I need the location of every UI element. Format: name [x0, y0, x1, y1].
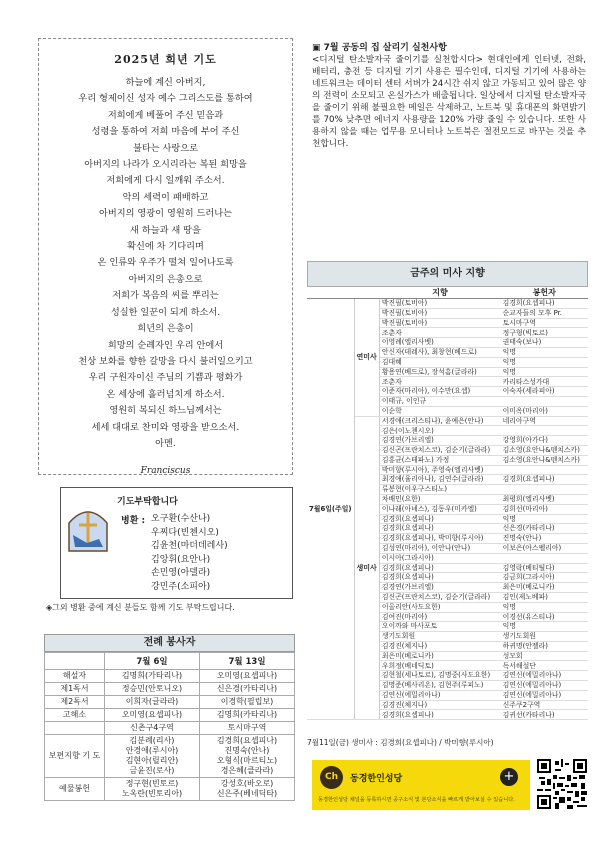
intention-name: 서경애(크리스티나), 윤예은(안나): [379, 416, 500, 426]
table-row: [45, 778, 295, 801]
qr-code-icon[interactable]: [537, 759, 587, 809]
offerer-name: 김귀선(카타리나): [501, 710, 588, 720]
prayer-line: 우리 형제이신 성자 예수 그리스도를 통하여: [78, 93, 253, 105]
servers-header-row: [45, 653, 295, 670]
intention-name: 김경연(가브리엘): [379, 436, 500, 446]
intention-name: 이준자(마리아), 이수만(요셉): [379, 387, 500, 397]
role-label: 보편지향 기 도: [45, 735, 105, 778]
prayer-line: 저희에게 베풀어 주신 믿음과: [107, 109, 224, 121]
offerer-name: 익명: [501, 367, 588, 377]
offerer-name: 강영희(아가다): [501, 436, 588, 446]
sick-names: [151, 513, 228, 595]
intention-name: 김홍균(스테파노) 가정: [379, 455, 500, 465]
intention-name: 류봉현(이우구스티노): [379, 485, 500, 495]
prayer-line: 확신에 차 기다리며: [127, 241, 204, 253]
role-label: 제2독서: [45, 696, 105, 709]
intention-name: 박진필(토비아): [379, 318, 500, 328]
offerer-name: 이미옥(마리아): [501, 406, 588, 416]
prayer-title: 2025년 희년 기도: [114, 53, 217, 66]
offerer-name: 독서해설단: [501, 661, 588, 671]
prayer-line: 우리 구원자이신 주님의 기쁨과 평화가: [88, 372, 243, 384]
intention-name: 김명준(베사리온), 김현주(루피노): [379, 681, 500, 691]
offerer-name: 익명: [501, 347, 588, 357]
role-label: 제1독서: [45, 683, 105, 696]
intention-name: 황용연(베드로), 장석흠(글라라): [379, 367, 500, 377]
intention-name: 우희정(베네딕토): [379, 661, 500, 671]
offerer-name: 토시마구역: [501, 318, 588, 328]
prayer-lines: [45, 75, 286, 452]
intention-name: 오이까와 마사포토: [379, 622, 500, 632]
intention-name: 김경희(요셉피나): [379, 524, 500, 534]
illness-label: 병환 :: [121, 516, 146, 526]
prayer-line: 아멘.: [155, 437, 176, 449]
offerer-name: 김연신(에밀리아나): [501, 671, 588, 681]
mass-header: 봉헌자: [501, 287, 588, 299]
requiem-mass-label: 연미사: [354, 299, 379, 417]
intention-name: 이시아(그라시아): [379, 553, 500, 563]
sick-name: 김윤천(마더데레사): [151, 541, 228, 552]
offerer-name: 네리아구역: [501, 416, 588, 426]
intention-name: 김경희(요셉피나): [379, 573, 500, 583]
sick-name: 우찌다(빈첸시오): [151, 527, 219, 538]
prayer-line: 세세 대대로 찬미와 영광을 받으소서.: [91, 421, 240, 433]
prayer-line: 저희에게 다시 일깨워 주소서.: [106, 175, 225, 187]
kakao-channel-banner[interactable]: [312, 760, 530, 810]
servers-header: 7월 6일: [105, 653, 200, 670]
server-group: 신촌구4구역: [105, 722, 200, 735]
offerer-name: [501, 553, 588, 563]
offerer-name: 이경선(유스티나): [501, 612, 588, 622]
server-name: 이경학(필립보): [200, 696, 295, 709]
servers-header: [45, 653, 105, 670]
channel-name: 동경한인성당: [350, 774, 403, 784]
offerer-name: 이보은(아스펠리아): [501, 543, 588, 553]
role-label: 예물봉헌: [45, 778, 105, 801]
prayer-line: 성실한 일꾼이 되게 하소서.: [110, 306, 221, 318]
offerer-name: 카리타스성가대: [501, 377, 588, 387]
offerer-name: 김경희(요셉피나): [501, 299, 588, 309]
table-row: [45, 722, 295, 735]
add-channel-button[interactable]: +: [500, 768, 518, 786]
table-row: [45, 670, 295, 683]
server-names: 김분례(리사) 안경애(루시아) 김현아(릴리안) 금윤진(로사): [105, 735, 200, 778]
intention-name: 안신자(데레사), 최창현(베드로): [379, 347, 500, 357]
server-name: 신은경(카타리나): [200, 683, 295, 696]
offerer-name: 김연신(에밀리아나): [501, 681, 588, 691]
server-names: 김경희(요셉피나) 진명숙(안나) 오형식(마르티노) 경은혜(클라라): [200, 735, 295, 778]
offerer-name: 김희선(마리아): [501, 504, 588, 514]
intention-name: 김경희(요셉피나): [379, 563, 500, 573]
prayer-line: 영원히 복되신 하느님께서는: [109, 405, 222, 417]
role-label: 고해소: [45, 709, 105, 722]
prayer-line: 아버지의 은총으로: [128, 273, 203, 285]
offerer-name: 신주쿠2구역: [501, 700, 588, 710]
prayer-line: 천상 보화를 향한 갈망을 다시 불러일으키고: [78, 355, 253, 367]
channel-description: 동경한인성당 채널을 등록하시면 공구소식 및 본당소식을 빠르게 받아보실 수 있습니다.: [318, 797, 515, 803]
intention-name: 이태규, 이인규: [379, 396, 500, 406]
intention-name: 이순학: [379, 406, 500, 416]
table-row: [45, 696, 295, 709]
pope-signature: Franciscus: [140, 466, 191, 477]
server-names: 강성호(바오로) 신은주(베네딕타): [200, 778, 295, 801]
prayer-line: 불타는 사랑으로: [132, 142, 199, 154]
offerer-name: 신은경(카타리나): [501, 524, 588, 534]
intention-name: 최은미(베로니카): [379, 651, 500, 661]
intention-name: 이나래(아녜스), 김동우(미카엘): [379, 504, 500, 514]
intention-name: 김현철(세나토르), 김명중(사도요한): [379, 671, 500, 681]
intention-name: 김경희(요셉피나): [379, 710, 500, 720]
sick-name: 오구환(수산나): [151, 514, 211, 524]
offerer-name: 이숙자(세라피아): [501, 387, 588, 397]
prayer-line: 온 인류와 우주가 떨쳐 일어나도록: [97, 257, 234, 269]
offerer-name: [501, 426, 588, 436]
intention-name: 조춘자: [379, 377, 500, 387]
offerer-name: 최은미(베로니카): [501, 583, 588, 593]
offerer-name: 김소영(요안나&뗀치스카): [501, 445, 588, 455]
blank-header: [307, 287, 379, 299]
servers-table: [44, 652, 295, 801]
prayer-line: 새 하늘과 새 땅을: [130, 224, 201, 236]
offerer-name: 익명: [501, 357, 588, 367]
intention-name: 이영례(엘리사벳): [379, 338, 500, 348]
intention-name: 김경진(체지나): [379, 700, 500, 710]
jubilee-prayer-box: [38, 38, 293, 475]
intention-name: 김연신(에밀리아나): [379, 690, 500, 700]
server-name: 김명희(가타리나): [105, 670, 200, 683]
server-name: 정승민(안토니오): [105, 683, 200, 696]
prayer-line: 희망의 순례자인 우리 안에서: [107, 339, 224, 351]
offerer-name: 순교자들의 모후 Pr.: [501, 308, 588, 318]
offerer-name: 김영락(베티틸다): [501, 563, 588, 573]
offerer-name: 익명: [501, 514, 588, 524]
intention-name: 김신곤(프란치스코), 김순기(글라라): [379, 592, 500, 602]
environment-heading: ▣ 7월 공동의 집 살리기 실천사항: [312, 43, 447, 53]
living-mass-label: 생미사: [354, 416, 379, 720]
intention-name: 김신곤(프란치스코), 김순기(글라라): [379, 445, 500, 455]
mass-intentions-table: [307, 287, 588, 720]
table-row: [45, 683, 295, 696]
prayer-line: 저희가 복음의 씨를 뿌리는: [112, 290, 219, 302]
environment-body: <디지털 탄소발자국 줄이기를 실천합시다> 현대인에게 인터넷, 전화, 배터리, 충전 등 디지털 기기 사용은 필수인데, 디지털 기기에 사용하는 네트워크는 데이터 센터 서버가 24시간 쉬지 않고 가동되고 있어 많은 양의 전력이 소모되고 온실가스가 배출됩니다. 일상에서 디지털 탄소발자국을 줄이기 위해 불필요한 메일은 삭제하고, 노트북 및 휴대폰의 화면밝기를 70% 낮추면 에너지 사용량을 120% 가량 줄일 수 있습니다. 또한 사용하지 않을 때는 업무용 모니터나 노트북은 절전모드로 바꾸는 것을 추천합니다.: [312, 55, 586, 149]
role-label: [45, 722, 105, 735]
sick-name: 김앙휘(요안나): [151, 554, 211, 565]
intention-name: 김은(이노첸시오): [379, 426, 500, 436]
request-list: [121, 513, 228, 595]
channel-logo: Ch: [320, 766, 343, 789]
offerer-name: 성모회: [501, 651, 588, 661]
offerer-name: 진명숙(안나): [501, 534, 588, 544]
servers-title: 전례 봉사자: [44, 634, 295, 652]
offerer-name: 익명: [501, 602, 588, 612]
mass-intentions-title: 금주의 미사 지향: [307, 261, 588, 287]
table-row: [45, 735, 295, 778]
offerer-name: [501, 485, 588, 495]
offerer-name: 하귀명(안젤라): [501, 641, 588, 651]
offerer-name: 김경희(요셉피나): [501, 475, 588, 485]
server-name: 이희자(글라라): [105, 696, 200, 709]
intention-name: 김경희(요셉피나), 박미향(루시아): [379, 534, 500, 544]
intention-name: 김대혜: [379, 357, 500, 367]
intention-name: 박진필(토비아): [379, 299, 500, 309]
stained-glass-icon: [67, 505, 109, 553]
request-note: ◈그외 병환 중에 계신 분들도 함께 기도 부탁드립니다.: [46, 603, 235, 612]
intention-name: 박진필(토비아): [379, 308, 500, 318]
table-row: [307, 299, 588, 309]
intention-name: 김경연(가브리엘): [379, 583, 500, 593]
servers-header: 7월 13일: [200, 653, 295, 670]
prayer-request-box: [60, 487, 293, 599]
offerer-name: 김금희(그라시아): [501, 573, 588, 583]
offerer-name: 익명: [501, 622, 588, 632]
prayer-line: 악의 세력이 패배하고: [122, 191, 209, 203]
sick-name: 손민영(아델라): [151, 568, 211, 579]
prayer-line: 아버지의 나라가 오시리라는 복된 희망을: [84, 159, 247, 171]
table-row: [45, 709, 295, 722]
offerer-name: [501, 465, 588, 475]
intention-name: 박미향(루시아), 주영숙(엘리사벳): [379, 465, 500, 475]
offerer-name: 권태숙(보나): [501, 338, 588, 348]
intention-name: 김경진(체지나): [379, 641, 500, 651]
prayer-line: 하늘에 계신 아버지,: [125, 77, 206, 88]
mass-header-row: [307, 287, 588, 299]
intention-name: 김성연(마리아), 이안나(안나): [379, 543, 500, 553]
mass-date-label: 7월6일(주일): [307, 299, 354, 720]
intention-name: 김경희(요셉피나): [379, 514, 500, 524]
role-label: 해설자: [45, 670, 105, 683]
offerer-name: 김인(제노베파): [501, 592, 588, 602]
offerer-name: [501, 396, 588, 406]
prayer-line: 아버지의 영광이 영원히 드러나는: [98, 208, 232, 220]
offerer-name: 김연신(에밀리아나): [501, 690, 588, 700]
offerer-name: 생기도회원: [501, 632, 588, 642]
prayer-line: 성령을 통하여 저희 마음에 부어 주신: [91, 126, 240, 138]
intention-name: 김여진(마리아): [379, 612, 500, 622]
server-name: 김명희(카타리나): [200, 709, 295, 722]
intention-name: 이올리안(사도요한): [379, 602, 500, 612]
mass-header: 지향: [379, 287, 500, 299]
offerer-name: 정구형(빅토르): [501, 328, 588, 338]
mass-footer: 7월11일(금) 생미사 : 김경희(요셉피나) / 박미향(루시아): [307, 738, 494, 747]
server-group: 토시마구역: [200, 722, 295, 735]
server-name: 오미영(요셉피나): [200, 670, 295, 683]
prayer-line: 희년의 은총이: [137, 323, 194, 335]
offerer-name: 최평희(엘리사벳): [501, 494, 588, 504]
prayer-line: 온 세상에 흘러넘치게 하소서.: [106, 388, 225, 400]
intention-name: 생기도회원: [379, 632, 500, 642]
intention-name: 차배민(요한): [379, 494, 500, 504]
request-title: 기도부탁합니다: [117, 497, 178, 507]
offerer-name: 김소영(요안나&뗀치스카): [501, 455, 588, 465]
server-names: 정구현(빈토르) 노옥란(빈토리아): [105, 778, 200, 801]
sick-name: 강민주(소피아): [151, 581, 211, 592]
intention-name: 조춘자: [379, 328, 500, 338]
intention-name: 최경애(율리아나), 김연수(글라라): [379, 475, 500, 485]
server-name: 오미영(요셉피나): [105, 709, 200, 722]
